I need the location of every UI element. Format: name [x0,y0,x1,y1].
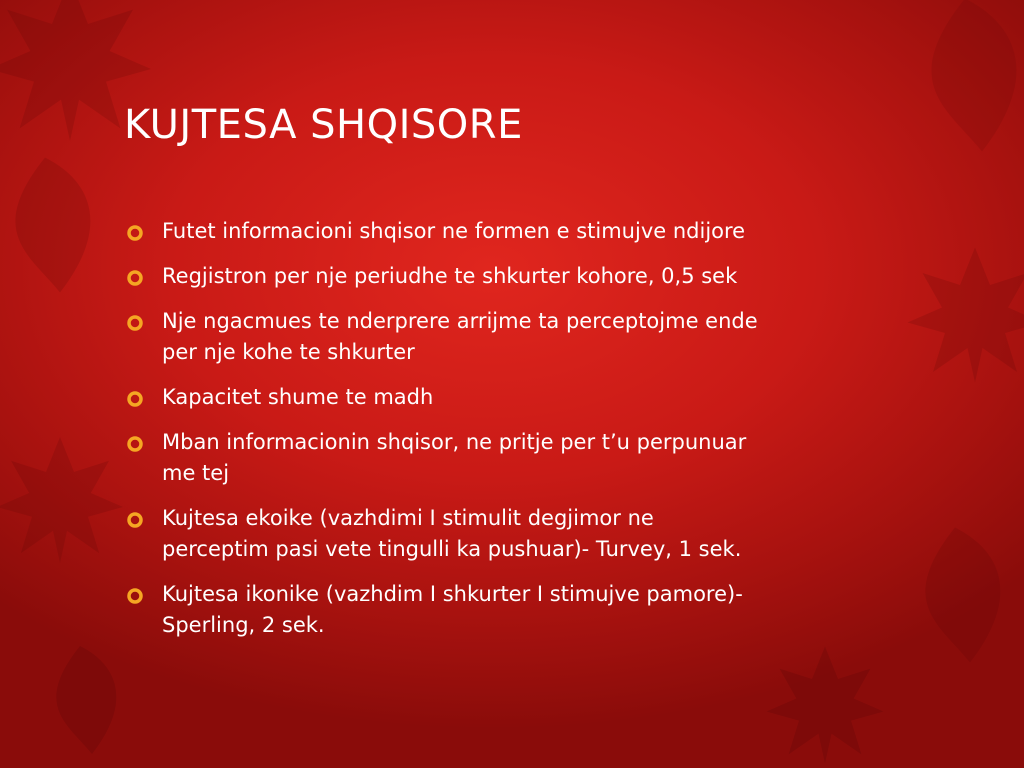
circle-bullet-icon [126,587,144,605]
circle-bullet-icon [126,390,144,408]
bullet-item [126,503,916,565]
bullet-item [126,306,916,368]
bullet-list [126,216,916,655]
bullet-text-line: Kujtesa ikonike (vazhdim I shkurter I stimujve pamore)- [162,582,743,606]
bullet-text-line: Mban informacionin shqisor, ne pritje per t’u perpunuar [162,430,747,454]
circle-bullet-icon [126,435,144,453]
bullet-item [126,261,916,292]
bullet-text-line: perceptim pasi vete tingulli ka pushuar)- Turvey, 1 sek. [162,537,742,561]
leaf-icon [880,0,1024,160]
leaf-icon [0,150,120,300]
circle-bullet-icon [126,224,144,242]
bullet-item [126,216,916,247]
circle-bullet-icon [126,314,144,332]
bullet-text-line: Futet informacioni shqisor ne formen e stimujve ndijore [162,219,746,243]
slide-title: KUJTESA SHQISORE [124,102,523,148]
bullet-text-line: per nje kohe te shkurter [162,340,415,364]
bullet-text-line: Nje ngacmues te nderprere arrijme ta perceptojme ende [162,309,758,333]
bullet-text-line: Sperling, 2 sek. [162,613,325,637]
leaf-icon [0,430,130,570]
bullet-item [126,427,916,489]
leaf-icon [20,640,140,760]
bullet-text-line: Kujtesa ekoike (vazhdimi I stimulit degjimor ne [162,506,654,530]
bullet-text-line: Regjistron per nje periudhe te shkurter kohore, 0,5 sek [162,264,738,288]
leaf-icon [760,640,890,768]
circle-bullet-icon [126,269,144,287]
bullet-item [126,579,916,641]
bullet-item [126,382,916,413]
circle-bullet-icon [126,511,144,529]
bullet-text-line: me tej [162,461,230,485]
bullet-text-line: Kapacitet shume te madh [162,385,434,409]
leaf-icon [900,240,1024,390]
